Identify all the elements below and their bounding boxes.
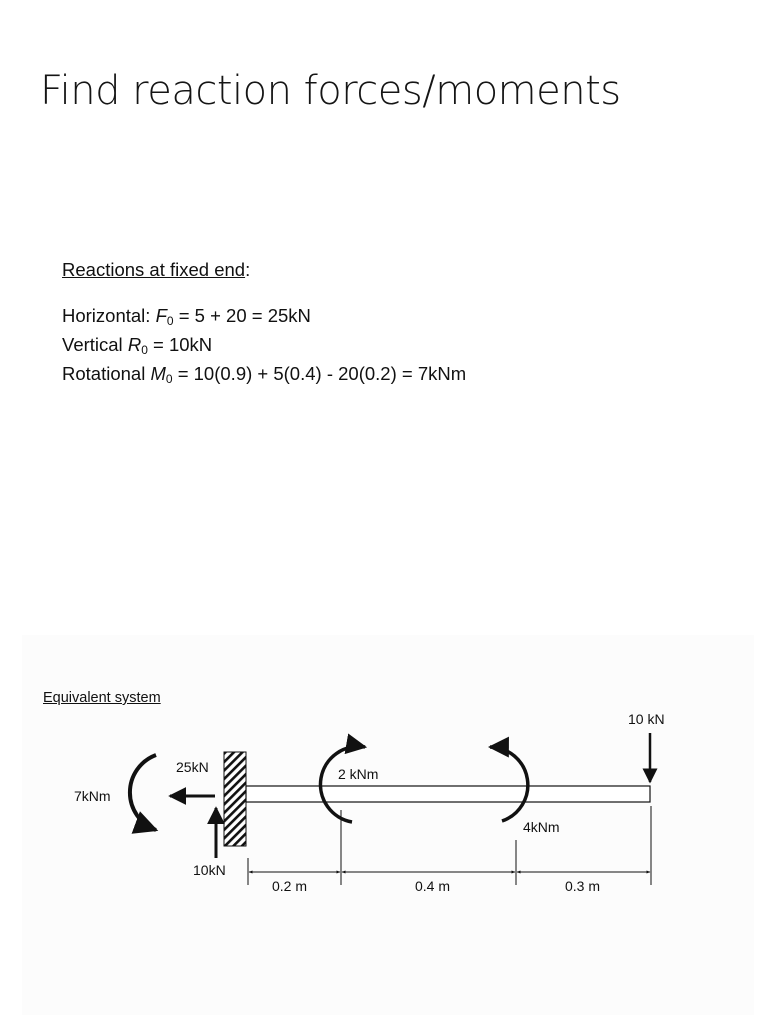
- moment-2knm-label: 2 kNm: [338, 766, 379, 782]
- moment-4knm-label: 4kNm: [523, 819, 560, 835]
- reaction-moment-label: 7kNm: [74, 788, 111, 804]
- equivalent-system-label: Equivalent system: [43, 690, 161, 706]
- moment-2knm-arrow: [320, 746, 365, 822]
- vertical-reaction-line: Vertical $R_0 = 10kN$: [62, 334, 213, 357]
- moment-4knm-arrow: [490, 747, 528, 821]
- reaction-moment-arrow: [130, 755, 156, 830]
- reaction-horizontal-label: 25kN: [176, 759, 209, 775]
- beam: [246, 786, 650, 802]
- reaction-vertical-label: 10kN: [193, 862, 226, 878]
- slide-title: Find reaction forces/moments: [40, 68, 621, 114]
- dimension-label-0-3: 0.3 m: [565, 878, 601, 894]
- rotational-reaction-line: Rotational $M_0 = 10(0.9) + 5(0.4) - 20(0.2) = 7kNm$: [62, 363, 467, 386]
- horizontal-reaction-line: Horizontal: $F_0 = 5 + 20 = 25kN$: [62, 305, 311, 328]
- dimension-label-0-2: 0.2 m: [272, 878, 308, 894]
- dimension-label-0-4: 0.4 m: [415, 878, 451, 894]
- point-load-label: 10 kN: [628, 711, 665, 727]
- reactions-heading: Reactions at fixed end:: [62, 259, 251, 280]
- fixed-wall: [224, 752, 246, 846]
